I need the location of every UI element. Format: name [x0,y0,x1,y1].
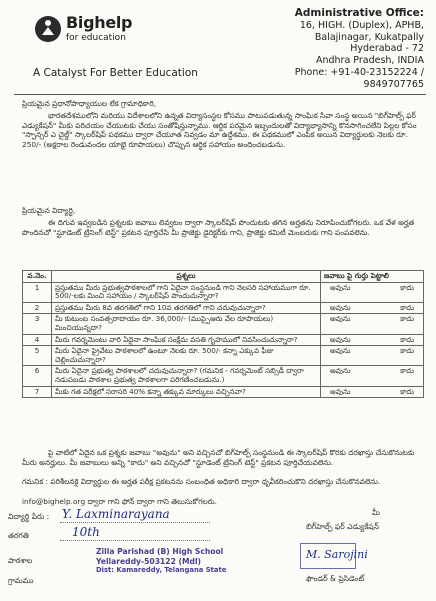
office-title: Administrative Office: [294,7,424,19]
name-underline [60,522,210,523]
letterhead [0,0,436,95]
row-number: 2 [23,302,52,314]
stamp-line: Yellareddy-503122 (Mdl) [96,556,202,566]
stamp-line: Dist: Kamareddy, Telangana State [96,566,227,574]
eligibility-table [22,270,424,398]
office-address [254,8,424,91]
row-number: 3 [23,314,52,334]
student-greeting: ప్రియమైన విద్యార్థి, [22,206,76,215]
table-row [23,386,424,398]
class-label: తరగతి [8,531,29,540]
answer-no[interactable]: కాదు [400,302,414,312]
answer-yes[interactable]: అవును [330,334,351,344]
village-label: గ్రామము [8,576,34,585]
closing-org: బిగ్‌హెల్ప్ ఫర్ ఎడ్యుకేషన్ [306,522,379,531]
answer-yes[interactable]: అవును [330,314,351,324]
answer-yes[interactable]: అవును [330,386,351,396]
school-stamp [96,547,272,576]
row-question: మీ కుటుంబ సంవత్సరాదాయం రూ. 36,000/- (ముప్పైఆరు వేల రూపాయలు) మించియున్నదా? [52,314,321,334]
answer-no[interactable]: కాదు [400,366,414,376]
note-remark: గమనిక : పరిశీలనకై విద్యార్థుల ఈ అర్హత పరీక్ష ప్రకటనను సంబంధిత అధికారి ద్వారా ధృవీకరించుకొని దరఖాస్తు చేసుకొనవలెను. [22,477,381,486]
office-line: Andhra Pradesh, INDIA [315,55,424,67]
contact-line: info@bighelp.org ద్వారా గాని ఫోన్ ద్వారా గాని తెలుసుకోగలరు. [22,497,218,506]
office-line: Hyderabad - 72 [350,43,424,55]
table-row [23,346,424,366]
brand-name: Bighelp [66,13,133,32]
salutation: ప్రియమైన ప్రధానోపాధ్యాయుల లేక గ్రామాధికారి, [22,99,157,108]
answer-no[interactable]: కాదు [400,346,414,356]
row-number: 1 [23,282,52,302]
table-row [23,302,424,314]
signatory-role: ఫౌండర్ & ప్రెసిడెంట్ [306,574,365,583]
office-line: Balajinagar, Kukatpally [314,31,424,43]
signature: M. Sarojini [306,548,368,561]
student-name-value: Y. Laxminarayana [62,507,170,521]
row-number: 5 [23,346,52,366]
stamp-line: Zilla Parishad (B) High School [96,547,224,556]
col-header-number: వ.నెం. [23,271,52,283]
note-eligibility: పై వాటిలో ఏదైన ఒక ప్రశ్నకు జవాబు "అవును" అని వచ్చినచో బిగ్‌హెల్ప్ సంస్థనుండి ఈ స్కాలర్‌షిప్ కొరకు దరఖాస్తు చేసుకొనుటకు మీరు అనర్హులు. మీ జవాబులు అన్ని "కాదు" అని వచ్చినచో "స్టూడెంట్ ట్రేనింగ్ టెస్ట్" ప్రకటన పూర్తిచేయవలెను. [22,448,415,467]
bighelp-logo-icon [33,14,63,44]
row-question: ప్రస్తుతము మీరు ప్రభుత్వపాఠశాలలో గాని ఏదైనా సంస్థనుండి గాని నెలసరి సహాయముగా రూ. 500/-లకు మించి సహాయం / స్కాలర్‌షిప్ పొందుచున్నారా? [52,282,321,302]
office-phone: Phone: +91-40-23152224 / 9849707765 [294,66,424,90]
row-question: ప్రస్తుతము మీరు 8వ తరగతిలో గాని 10వ తరగతిలో గాని చదువుచున్నారా? [52,302,321,314]
tagline: A Catalyst For Better Education [33,67,198,79]
answer-no[interactable]: కాదు [400,334,414,344]
brand-subtitle: for education [66,33,126,43]
col-header-questions: ప్రశ్నలు [52,271,321,283]
answer-yes[interactable]: అవును [330,346,351,356]
answer-yes[interactable]: అవును [330,366,351,376]
class-value: 10th [72,525,100,539]
row-question: మీరు గవర్నమెంటు వారి ఏదైనా సాంఘిక సంక్షేమ వసతి గృహములో నివసించుచున్నారా? [52,334,321,346]
answer-no[interactable]: కాదు [400,386,414,396]
col-header-answer: జవాబు పై గుర్తు పెట్టాలి [321,271,424,283]
row-number: 4 [23,334,52,346]
answer-no[interactable]: కాదు [400,282,414,292]
header-divider [14,94,426,95]
row-question: మీకు గత పరీక్షలో సరాసరి 40% కన్నా తక్కువ మార్కులు వచ్చినవా? [52,386,321,398]
table-row [23,282,424,302]
table-row [23,314,424,334]
closing-mee: మీ [372,508,381,517]
row-question: మీరు ఏదైనా ప్రైవేటు పాఠశాలలో ఉంటూ నెలకు రూ. 500/- కన్నా ఎక్కువ ఫీజు చెల్లించుచున్నారా? [52,346,321,366]
paragraph-intro: భారతదేశములోని మరియు విదేశాలలోని ఉన్నత విద్యాసంస్థల కోసము పాటుపడుతున్న సాంఘిక సేవా సంస్థ అయిన "బిగ్‌హెల్ప్ ఫర్ ఎడ్యుకేషన్" మీకు పరిచయం చేయుటకు చేయు సంతోషిస్తున్నాము. ఆర్థిక పరమైన ఇబ్బందులతో విద్యాభ్యాసాన్ని కొనసాగించలేని పిల్లల కోసం "స్పాన్సర్ ఎ చైల్డ్" స్కాలర్‌షిప్ పథకము ద్వారా చేయూత నివ్వడం మా ఉద్దేశము. ఈ పథకములో ఎంపిక అయిన విద్యార్థులకు నెలకు రూ. 250/- (అక్షరాల రెండువందల యాభై రూపాయలు) చొప్పున ఆర్థిక సహాయం అందించబడును. [22,111,417,149]
answer-yes[interactable]: అవును [330,302,351,312]
answer-no[interactable]: కాదు [400,314,414,324]
office-line: 16, HIGH. (Duplex), APHB, [299,19,424,31]
paragraph-instructions: ఈ దిగువ ఇవ్వబడిన ప్రశ్నలకు జవాబు లివ్వటం ద్వారా స్కాలర్‌షిప్ పొందుటకు తగిన అర్హతను నిరూపించుకోగలరు. ఒక వేళ అర్హత పొందినచో "స్టూడెంట్ ట్రేనింగ్ టెస్ట్" ప్రకటన పూర్తిచేసి మీ ప్రాజెక్టు డైరెక్టర్‌కు గాని, ప్రాజెక్టు కమిటీ మెంబరుకు గాని పంపవలెను. [22,218,415,237]
row-number: 7 [23,386,52,398]
table-header-row [23,271,424,283]
table-row [23,366,424,386]
table-row [23,334,424,346]
row-question: మీరు ఏదైనా ప్రభుత్వ పాఠశాలలో చదువుచున్నారా? (గమనిక - గవర్నమెంట్ సబ్సిడీ ద్వారా నడుపబడు పాఠశాల ప్రభుత్వ పాఠశాలగా పరిగణించబడును.) [52,366,321,386]
answer-yes[interactable]: అవును [330,282,351,292]
class-underline [60,540,210,541]
student-name-label: విద్యార్థి పేరు : [8,512,50,521]
school-label: పాఠశాల [8,556,33,565]
row-number: 6 [23,366,52,386]
